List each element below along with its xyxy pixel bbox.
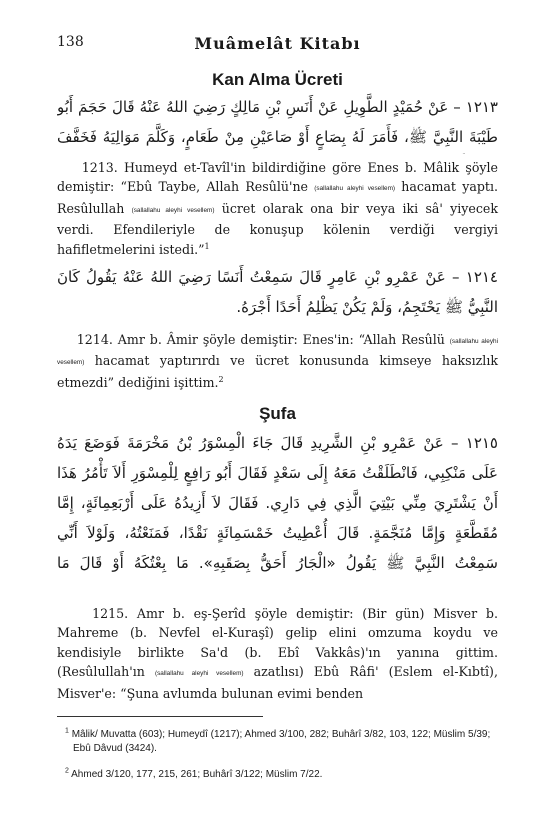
page-header	[57, 34, 498, 56]
salla-note: (sallallahu aleyhi vesellem)	[131, 206, 215, 214]
section-title-kan-alma: Kan Alma Ücreti	[212, 70, 343, 89]
salla-note: (sallallahu aleyhi vesellem)	[314, 185, 396, 193]
hadith-1215-arabic: ١٢١٥ – عَنْ عَمْرِو بْنِ الشَّرِيدِ قَالَ جَاءَ الْمِسْوَرُ بْنُ مَخْرَمَةَ فَوَضَعَ يَدَهُ عَلَى مَنْكِبِي، فَانْطَلَقْتُ مَعَهُ إِلَى سَعْدٍ فَقَالَ أَبُو رَافِعٍ لِلْمِسْوَرِ أَلاَ تَأْمُرُ هَذَا أَنْ يَشْتَرِيَ مِنِّي بَيْتِيَ الَّذِي فِي دَارِي. فَقَالَ لاَ أَزِيدُهُ عَلَى أَرْبَعِمِائَةٍ، إِمَّا مُقَطَّعَةٍ وَإِمَّا مُنَجَّمَةٍ. قَالَ أُعْطِيتُ خَمْسَمِائَةٍ نَقْدًا، فَمَنَعْتُهُ، وَلَوْلاَ أَنِّي سَمِعْتُ النَّبِيَّ ﷺ يَقُولُ «الْجَارُ أَحَقُّ بِصَقَبِهِ». مَا بِعْتُكَهُ أَوْ قَالَ مَا	[57, 434, 498, 572]
footnote-text: Mâlik/ Muvatta (603); Humeydî (1217); Ahmed 3/100, 282; Buhârî 3/82, 103, 122; Müslim 5/39; Ebû Dâvud (3424).	[71, 729, 491, 754]
hadith-1213-text-3: ücret olarak ona bir veya iki sâ' yiyecek verdi. Efendileriyle de konuşup kölenin verdiği vergiyi hafifletmelerini istedi.”	[57, 200, 498, 257]
footnote-2	[57, 768, 498, 782]
hadith-1214-arabic: ١٢١٤ – عَنْ عَمْرِو بْنِ عَامِرٍ قَالَ سَمِعْتُ أَنَسًا رَضِيَ اللهُ عَنْهُ يَقُولُ كَانَ النَّبِيُّ ﷺ يَحْتَجِمُ، وَلَمْ يَكُنْ يَظْلِمُ أَحَدًا أَجْرَهُ.	[57, 268, 498, 316]
book-title: Muâmelât Kitabı	[194, 34, 361, 53]
footnote-1	[57, 728, 498, 756]
salla-note: (sallallahu aleyhi vesellem)	[57, 338, 498, 367]
page-number: 138	[57, 34, 84, 50]
footnote-divider	[57, 716, 263, 717]
hadith-1214-text-2: hacamat yaptırırdı ve ücret konusunda kimseye haksızlık etmezdi” dediğini işittim.	[57, 353, 498, 390]
footnote-ref-1: 1	[204, 241, 210, 251]
hadith-1215-translation	[57, 604, 498, 703]
hadith-1213-arabic: ١٢١٣ – عَنْ حُمَيْدٍ الطَّوِيلِ عَنْ أَنَسِ بْنِ مَالِكٍ رَضِيَ اللهُ عَنْهُ قَالَ حَجَمَ أَبُو طَيْبَةَ النَّبِيَّ ﷺ، فَأَمَرَ لَهُ بِصَاعٍ أَوْ صَاعَيْنِ مِنْ طَعَامٍ، وَكَلَّمَ مَوَالِيَهُ فَخَفَّفَ	[57, 98, 498, 146]
footnote-number: 2	[65, 767, 69, 775]
footnote-ref-2: 2	[218, 374, 224, 384]
hadith-1213-text-1: 1213. Humeyd et-Tavîl'in bildirdiğine göre Enes b. Mâlik şöyle demiştir: “Ebû Taybe, Allah Resûlü'ne	[57, 160, 498, 195]
salla-note: (sallallahu aleyhi vesellem)	[154, 670, 244, 678]
hadith-1215-text-1: 1215. Amr b. eş-Şerîd şöyle demiştir: (Bir gün) Misver b. Mahreme (b. Nevfel el-Kuraşî) gelip elini omzuma koydu ve kendisiyle birlikte Sa'd (b. Ebî Vakkâs)'ın yanına gittim. (Resûlullah'ın	[57, 606, 498, 680]
hadith-1213-text-2: hacamat yaptı. Resûlullah	[57, 179, 498, 216]
hadith-1215-text-2: azatlısı) Ebû Râfi' (Eslem el-Kıbtî), Misver'e: “Şuna avlumda bulunan evimi benden	[57, 664, 498, 701]
footnote-text: Ahmed 3/120, 177, 215, 261; Buhârî 3/122; Müslim 7/22.	[71, 769, 323, 780]
hadith-1213-translation	[57, 158, 498, 259]
hadith-1214-text-1: 1214. Amr b. Âmir şöyle demiştir: Enes'in: “Allah Resûlü	[76, 332, 445, 347]
footnote-number: 1	[65, 727, 69, 735]
hadith-1214-translation	[57, 330, 498, 392]
section-title-sufa: Şufa	[259, 404, 296, 423]
